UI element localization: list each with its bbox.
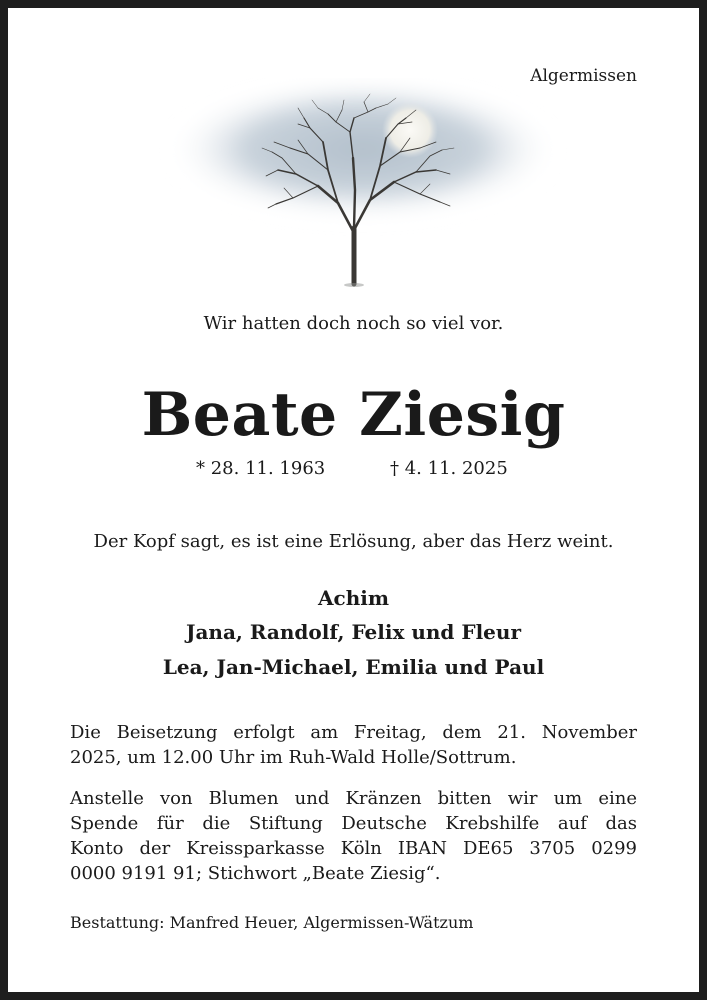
birth-date: * 28. 11. 1963 (196, 458, 326, 479)
funeral-info-paragraph (70, 720, 637, 770)
paragraph-line: 0000 9191 91; Stichwort „Beate Ziesig“. (70, 863, 441, 884)
paragraph-line: 2025, um 12.00 Uhr im Ruh-Wald Holle/Sottrum. (70, 747, 517, 768)
location-label: Algermissen (530, 66, 637, 86)
funeral-home-footer: Bestattung: Manfred Heuer, Algermissen-Wätzum (70, 913, 474, 932)
mourner-line: Achim (318, 586, 389, 610)
quote-text: Der Kopf sagt, es ist eine Erlösung, aber das Herz weint. (93, 531, 614, 552)
paragraph-line: Die Beisetzung erfolgt am Freitag, dem 21. November (70, 722, 637, 743)
mourner-line: Jana, Randolf, Felix und Fleur (186, 620, 521, 644)
deceased-name: Beate Ziesig (141, 380, 566, 450)
mourner-line: Lea, Jan-Michael, Emilia und Paul (162, 655, 545, 679)
tree-in-winter-sky-illustration (158, 78, 568, 293)
paragraph-line: Anstelle von Blumen und Kränzen bitten wir um eine (70, 788, 637, 809)
paragraph-line: Konto der Kreissparkasse Köln IBAN DE65 3705 0299 (70, 838, 637, 859)
ground-shadow (344, 283, 364, 287)
paragraph-line: Spende für die Stiftung Deutsche Krebshilfe auf das (70, 813, 637, 834)
death-date: † 4. 11. 2025 (390, 458, 508, 479)
donation-info-paragraph (70, 786, 637, 886)
sky-ellipse (168, 86, 558, 226)
motto-text: Wir hatten doch noch so viel vor. (203, 313, 504, 334)
